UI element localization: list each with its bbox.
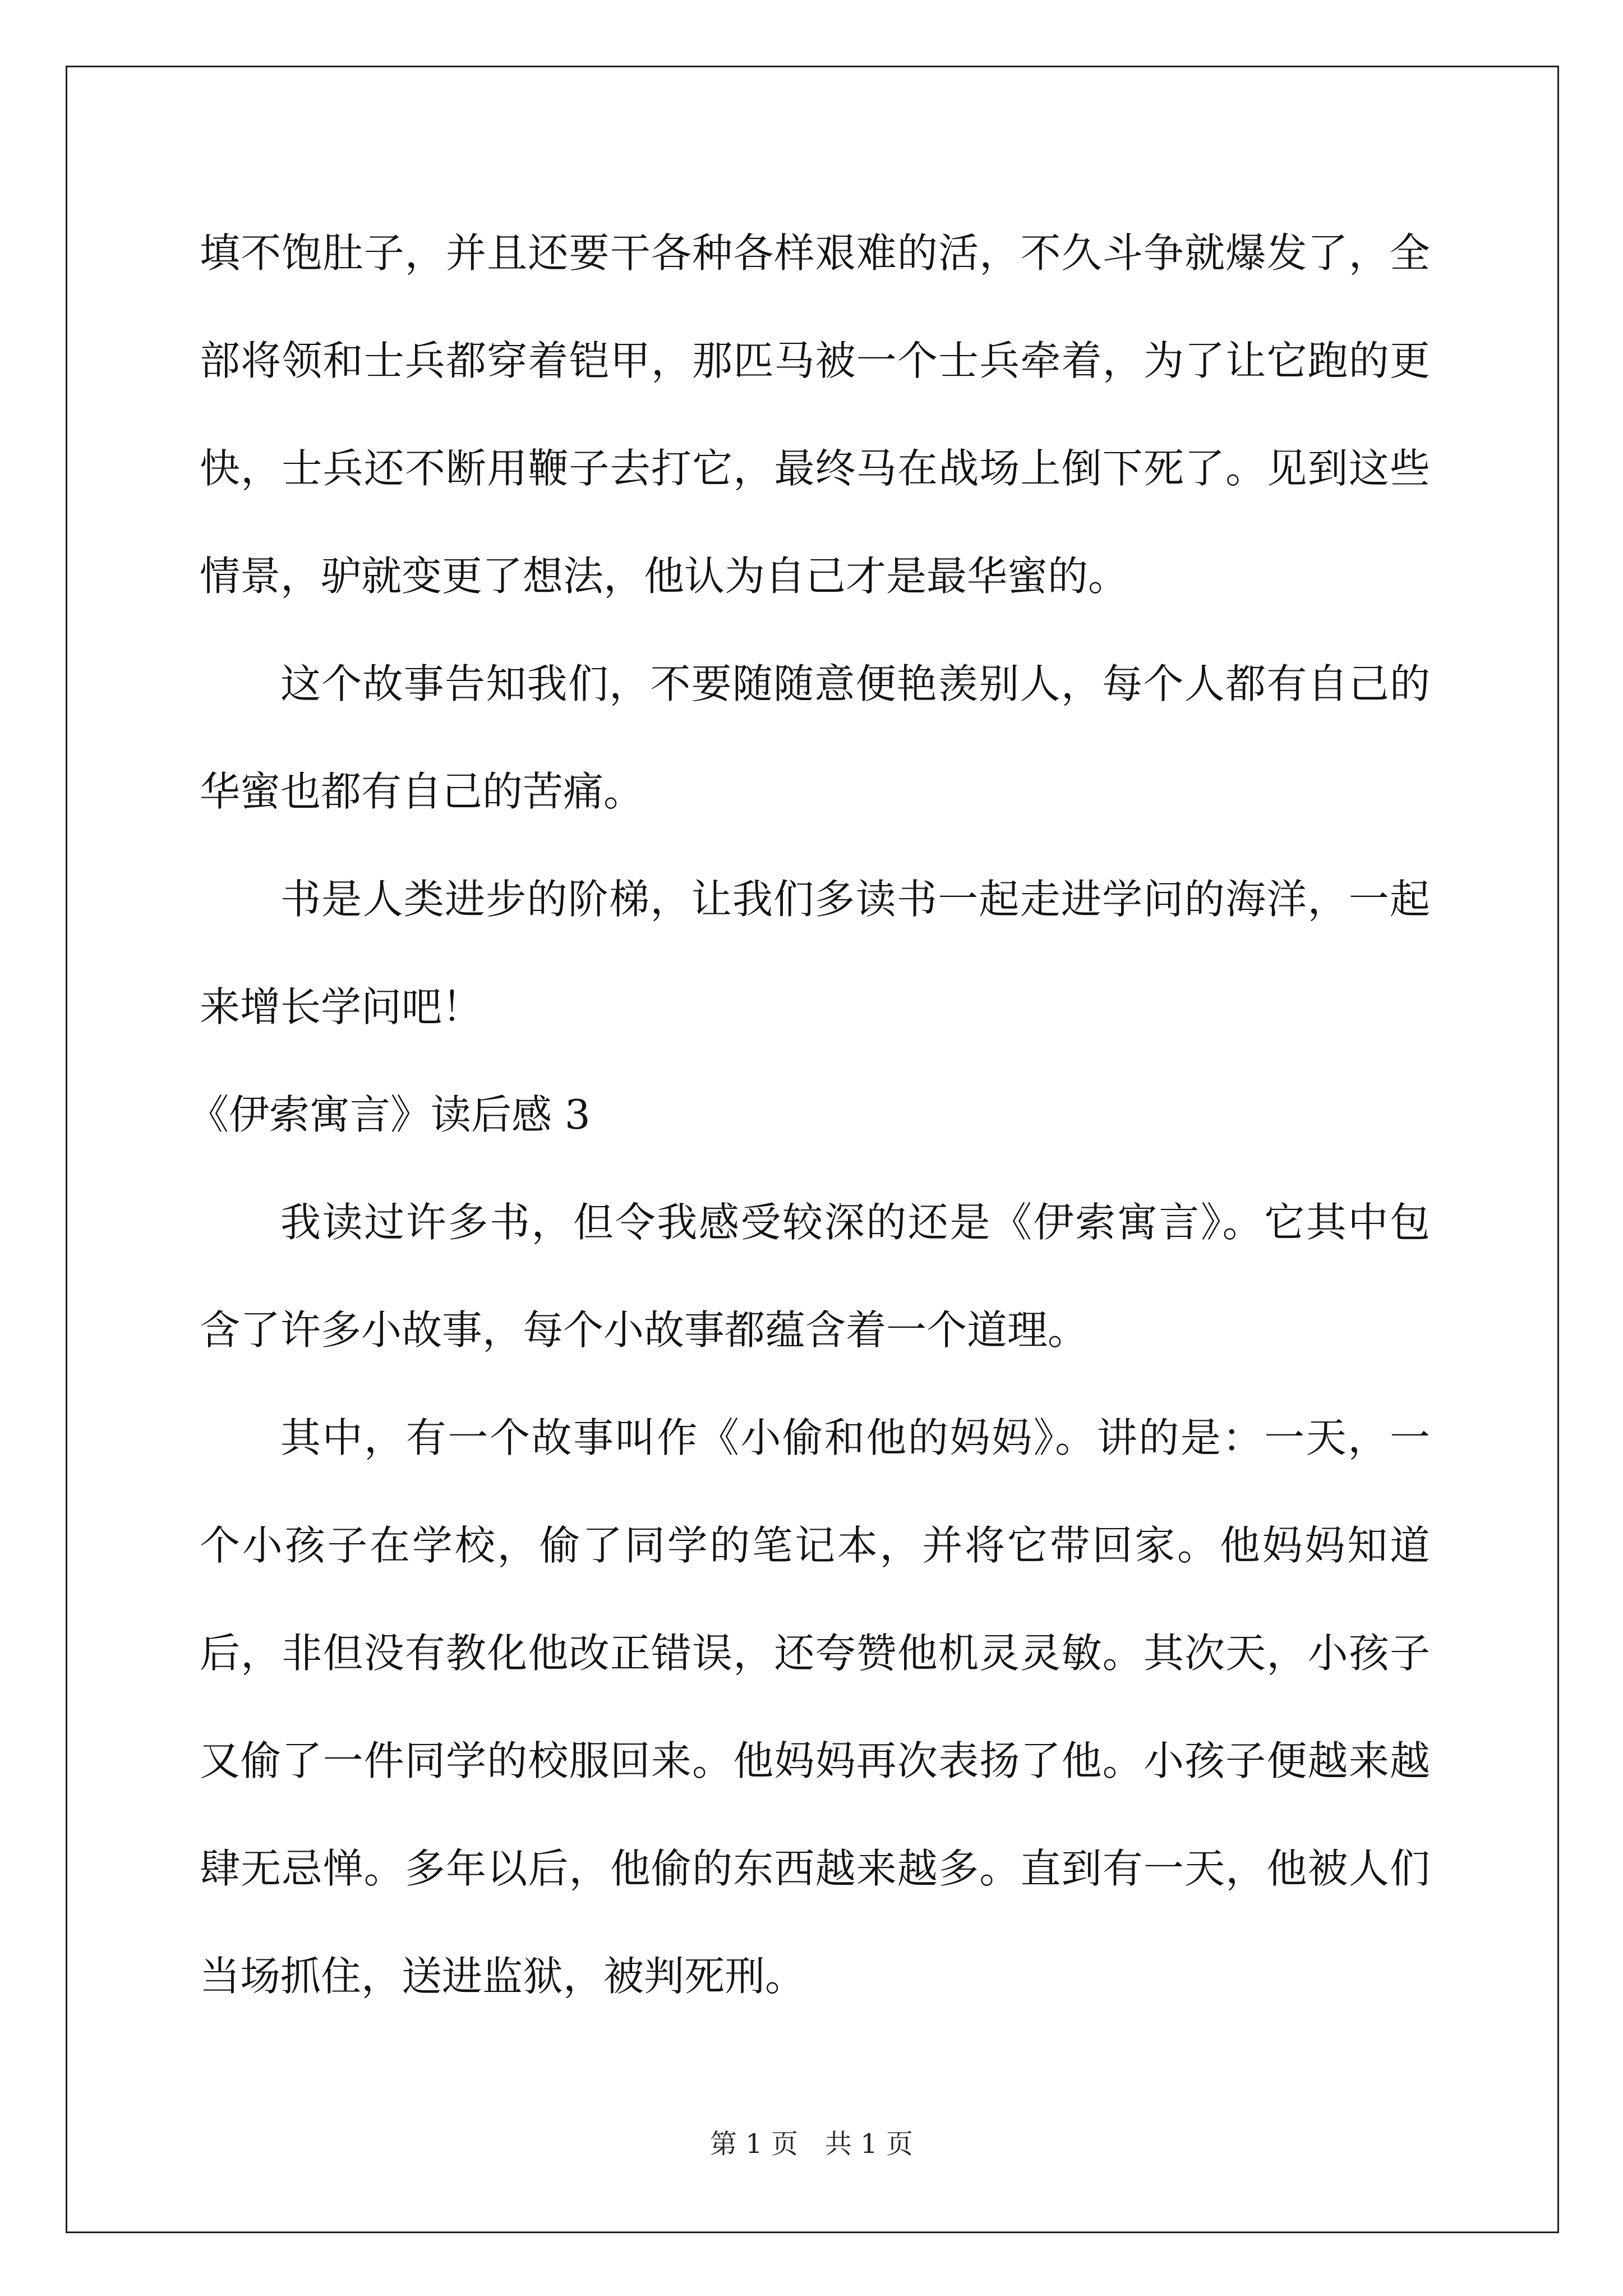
page-total: 共 1 页 <box>825 2128 914 2160</box>
page-footer <box>0 2126 1623 2162</box>
paragraph-intro: 我读过许多书，但令我感受较深的还是《伊索寓言》。它其中包含了许多小故事，每个小故事都蕴含着一个道理。 <box>200 1199 1430 1354</box>
document-body <box>188 199 1430 2030</box>
paragraph-thief-story: 其中，有一个故事叫作《小偷和他的妈妈》。讲的是：一天，一个小孩子在学校，偷了同学的笔记本，并将它带回家。他妈妈知道后，非但没有教化他改正错误，还夸赞他机灵灵敏。其次天，小孩子又偷了一件同学的校服回来。他妈妈再次表扬了他。小孩子便越来越肆无忌惮。多年以后，他偷的东西越来越多。直到有一天，他被人们当场抓住，送进监狱，被判死刑。 <box>200 1414 1430 2000</box>
section-heading: 《伊索寓言》读后感 3 <box>188 1091 591 1138</box>
paragraph-reading-encouragement: 书是人类进步的阶梯，让我们多读书一起走进学问的海洋，一起来增长学问吧！ <box>200 876 1430 1030</box>
page-number: 第 1 页 <box>709 2128 798 2160</box>
paragraph-donkey-conclusion: 填不饱肚子，并且还要干各种各样艰难的活，不久斗争就爆发了，全部将领和士兵都穿着铠甲，那匹马被一个士兵牵着，为了让它跑的更快，士兵还不断用鞭子去打它，最终马在战场上倒下死了。见到这些情景，驴就变更了想法，他认为自己才是最华蜜的。 <box>200 229 1430 600</box>
paragraph-moral: 这个故事告知我们，不要随随意便艳羡别人，每个人都有自己的华蜜也都有自己的苦痛。 <box>200 660 1430 815</box>
